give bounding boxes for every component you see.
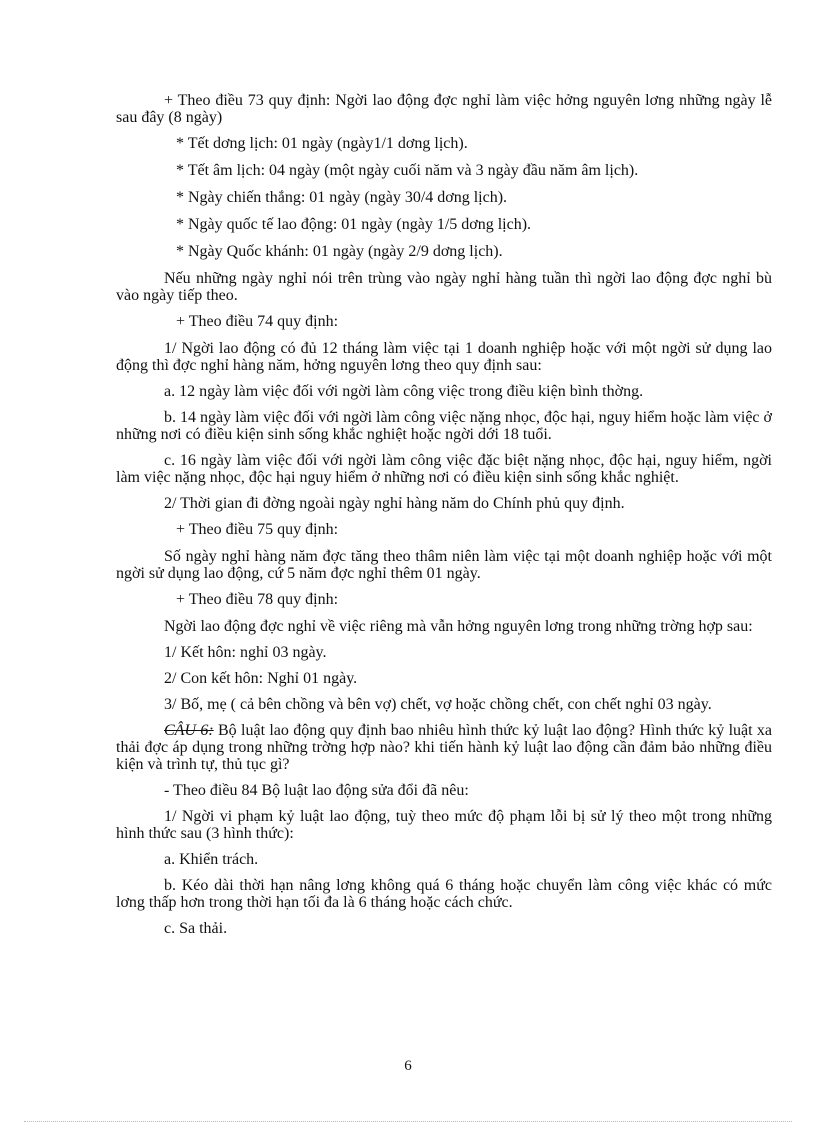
paragraph: Số ngày nghỉ hàng năm đợc tăng theo thâm niên làm việc tại một doanh nghiệp hoặc với một ngời sử dụng lao động, cứ 5 năm đợc nghỉ thêm 01 ngày. xyxy=(116,548,772,582)
section-holidays xyxy=(116,92,772,722)
question-text: Bộ luật lao động quy định bao nhiêu hình thức kỷ luật lao động? Hình thức kỷ luật xa thải đợc áp dụng trong những trờng hợp nào? khi tiến hành kỷ luật lao động cần đảm bảo những điều kiện và trình tự, thủ tục gì? xyxy=(116,722,773,773)
paragraph: a. 12 ngày làm việc đối với ngời làm công việc trong điều kiện bình thờng. xyxy=(164,383,644,400)
paragraph: 1/ Kết hôn: nghỉ 03 ngày. xyxy=(164,644,327,661)
paragraph: Nếu những ngày nghỉ nói trên trùng vào ngày nghỉ hàng tuần thì ngời lao động đợc nghỉ bù vào ngày tiếp theo. xyxy=(116,270,772,304)
paragraph: 2/ Con kết hôn: Nghỉ 01 ngày. xyxy=(164,670,358,687)
page-bottom-divider xyxy=(24,1121,792,1122)
document-page xyxy=(116,92,772,946)
paragraph: * Ngày chiến thắng: 01 ngày (ngày 30/4 dơng lịch). xyxy=(176,189,508,206)
paragraph: * Ngày quốc tế lao động: 01 ngày (ngày 1/5 dơng lịch). xyxy=(176,216,532,233)
paragraph: Ngời lao động đợc nghỉ về việc riêng mà vẫn hởng nguyên lơng trong những trờng hợp sau: xyxy=(164,618,753,635)
paragraph: 3/ Bố, mẹ ( cả bên chồng và bên vợ) chết, vợ hoặc chồng chết, con chết nghỉ 03 ngày. xyxy=(164,696,712,713)
paragraph: + Theo điều 75 quy định: xyxy=(176,521,339,538)
paragraph: c. 16 ngày làm việc đối với ngời làm công việc đặc biệt nặng nhọc, độc hại, nguy hiểm, ngời làm việc nặng nhọc, độc hại nguy hiểm ở những nơi có điều kiện sinh sống khắc nghiệt. xyxy=(116,452,772,486)
paragraph: a. Khiển trách. xyxy=(164,851,259,868)
paragraph: 2/ Thời gian đi đờng ngoài ngày nghỉ hàng năm do Chính phủ quy định. xyxy=(164,495,625,512)
paragraph: 1/ Ngời vi phạm kỷ luật lao động, tuỳ theo mức độ phạm lỗi bị sử lý theo một trong những hình thức sau (3 hình thức): xyxy=(116,808,772,842)
paragraph: + Theo điều 74 quy định: xyxy=(176,313,339,330)
paragraph: + Theo điều 78 quy định: xyxy=(176,591,339,608)
paragraph: * Ngày Quốc khánh: 01 ngày (ngày 2/9 dơng lịch). xyxy=(176,243,503,260)
paragraph: - Theo điều 84 Bộ luật lao động sửa đổi đã nêu: xyxy=(164,782,469,799)
paragraph: + Theo điều 73 quy định: Ngời lao động đợc nghỉ làm việc hởng nguyên lơng những ngày lễ sau đây (8 ngày) xyxy=(116,92,772,126)
section-discipline xyxy=(116,782,772,946)
paragraph: c. Sa thải. xyxy=(164,920,228,937)
question-6 xyxy=(116,722,772,773)
paragraph: b. Kéo dài thời hạn nâng lơng không quá 6 tháng hoặc chuyển làm công việc khác có mức lơng thấp hơn trong thời hạn tối đa là 6 tháng hoặc cách chức. xyxy=(116,877,772,911)
paragraph: * Tết dơng lịch: 01 ngày (ngày1/1 dơng lịch). xyxy=(176,135,468,152)
paragraph: * Tết âm lịch: 04 ngày (một ngày cuối năm và 3 ngày đầu năm âm lịch). xyxy=(176,162,639,179)
paragraph: 1/ Ngời lao động có đủ 12 tháng làm việc tại 1 doanh nghiệp hoặc với một ngời sử dụng lao động thì đợc nghỉ hàng năm, hởng nguyên lơng theo quy định sau: xyxy=(116,340,772,374)
question-label: CÂU 6: xyxy=(164,722,214,739)
paragraph: b. 14 ngày làm việc đối với ngời làm công việc nặng nhọc, độc hại, nguy hiểm hoặc làm việc ở những nơi có điều kiện sinh sống khắc nghiệt hoặc ngời dới 18 tuổi. xyxy=(116,409,772,443)
page-number: 6 xyxy=(404,1058,412,1074)
